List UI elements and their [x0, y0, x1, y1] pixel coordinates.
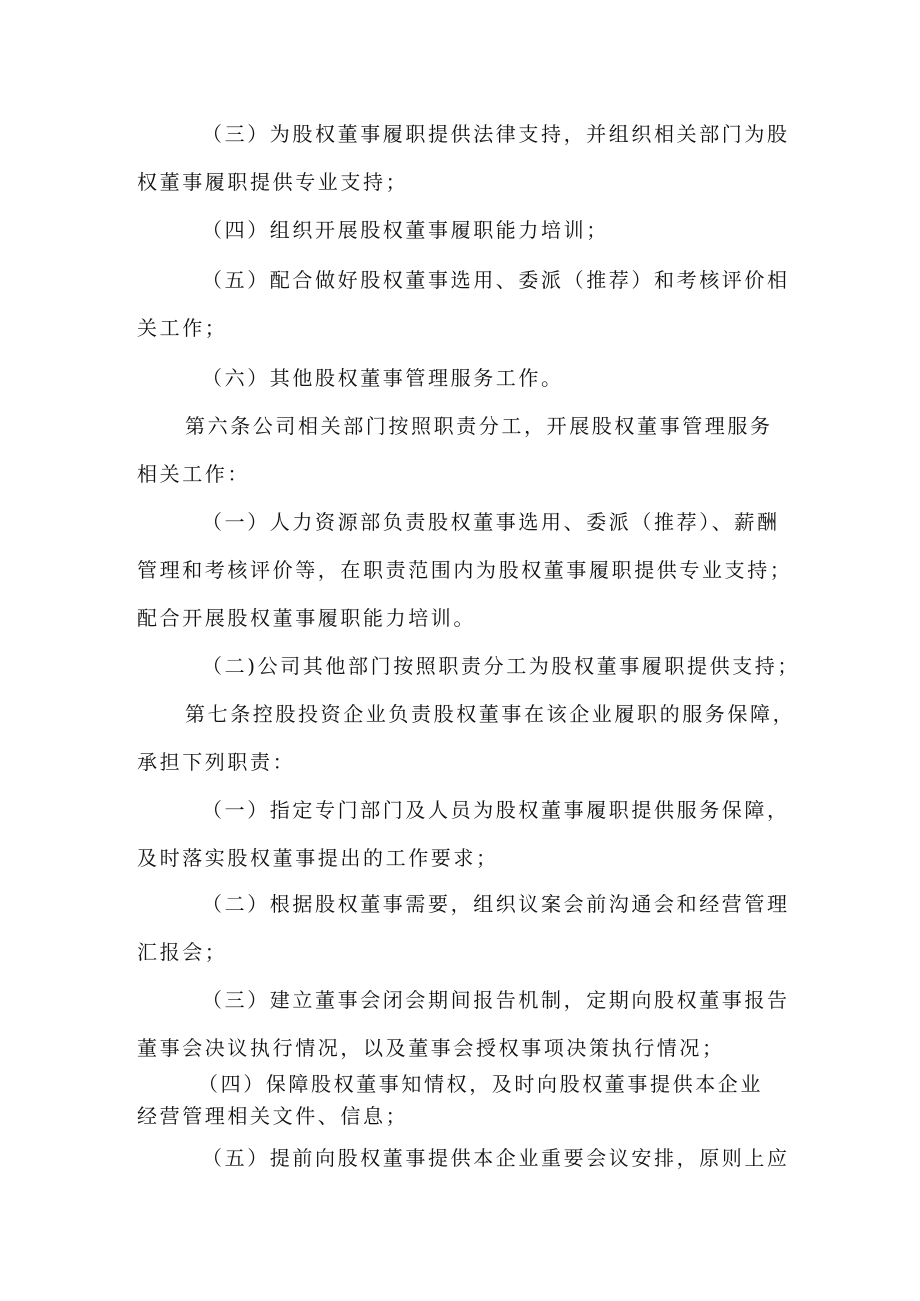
paragraph-line: （六）其他股权董事管理服务工作。 — [202, 366, 564, 390]
paragraph-line: 关工作； — [137, 316, 228, 340]
paragraph-line: （二)公司其他部门按照职责分工为股权董事履职提供支持； — [202, 654, 801, 678]
paragraph-line: 管理和考核评价等，在职责范围内为股权董事履职提供专业支持； — [137, 558, 793, 582]
paragraph-line: （三）建立董事会闭会期间报告机制，定期向股权董事报告 — [202, 988, 790, 1012]
paragraph-line: （五）提前向股权董事提供本企业重要会议安排，原则上应 — [202, 1146, 790, 1170]
paragraph-line: 承担下列职责： — [137, 750, 296, 774]
paragraph-line: （四）组织开展股权董事履职能力培训； — [202, 218, 609, 242]
paragraph-line: 汇报会； — [137, 940, 228, 964]
paragraph-line: 配合开展股权董事履职能力培训。 — [137, 606, 476, 630]
paragraph-line: 及时落实股权董事提出的工作要求； — [137, 846, 499, 870]
paragraph-line: 经营管理相关文件、信息； — [137, 1104, 409, 1128]
paragraph-line: 权董事履职提供专业支持； — [137, 170, 409, 194]
paragraph-line: （一）指定专门部门及人员为股权董事履职提供服务保障， — [202, 798, 790, 822]
paragraph-line: （一）人力资源部负责股权董事选用、委派（推荐）、薪酬 — [202, 510, 780, 534]
paragraph-line: 第七条控股投资企业负责股权董事在该企业履职的服务保障， — [185, 702, 796, 726]
paragraph-line: （三）为股权董事履职提供法律支持，并组织相关部门为股 — [202, 122, 790, 146]
paragraph-line: 董事会决议执行情况，以及董事会授权事项决策执行情况； — [137, 1036, 725, 1060]
paragraph-line: （四）保障股权董事知情权，及时向股权董事提供本企业 — [198, 1072, 763, 1096]
paragraph-line: （二）根据股权董事需要，组织议案会前沟通会和经营管理 — [202, 892, 790, 916]
paragraph-line: 相关工作： — [137, 462, 250, 486]
paragraph-line: 第六条公司相关部门按照职责分工，开展股权董事管理服务 — [185, 414, 773, 438]
paragraph-line: （五）配合做好股权董事选用、委派（推荐）和考核评价相 — [202, 268, 790, 292]
